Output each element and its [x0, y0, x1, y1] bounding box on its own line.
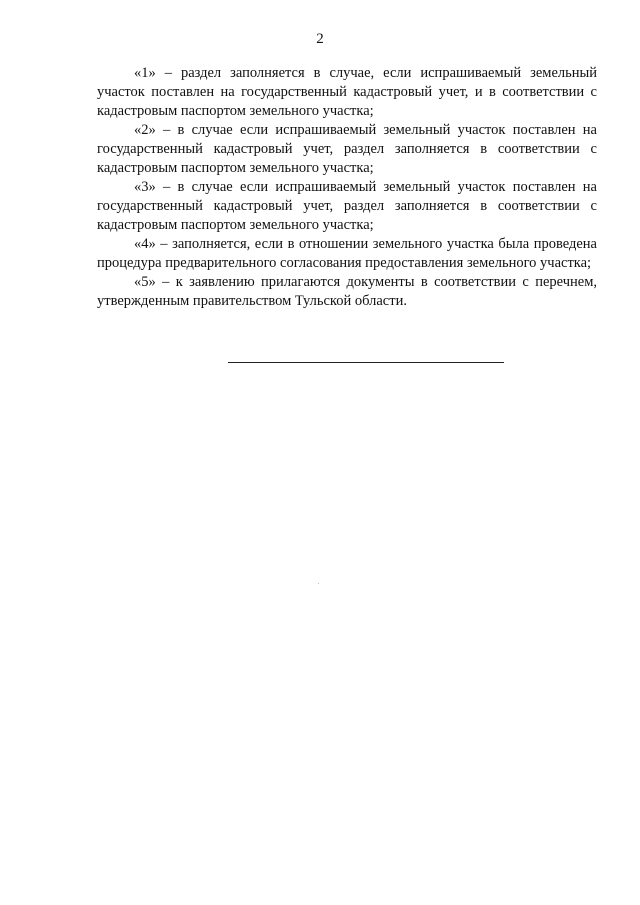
footnote-5: «5» – к заявлению прилагаются документы в соответствии с перечнем, утвержденным правительством Тульской области. [97, 274, 597, 309]
footnote-1: «1» – раздел заполняется в случае, если испрашиваемый земельный участок поставлен на государственный кадастровый учет, и в соответствии с кадастровым паспортом земельного участка; [97, 65, 597, 119]
footnote-4: «4» – заполняется, если в отношении земельного участка была проведена процедура предварительного согласования предоставления земельного участка; [97, 236, 597, 271]
footnote-2: «2» – в случае если испрашиваемый земельный участок поставлен на государственный кадастровый учет, раздел заполняется в соответствии с кадастровым паспортом земельного участка; [97, 122, 597, 176]
page-number: 2 [316, 31, 324, 47]
footnotes-section [97, 64, 597, 311]
scan-speck [318, 583, 319, 584]
footnote-3: «3» – в случае если испрашиваемый земельный участок поставлен на государственный кадастровый учет, раздел заполняется в соответствии с кадастровым паспортом земельного участка; [97, 179, 597, 233]
end-divider-line [228, 362, 504, 363]
